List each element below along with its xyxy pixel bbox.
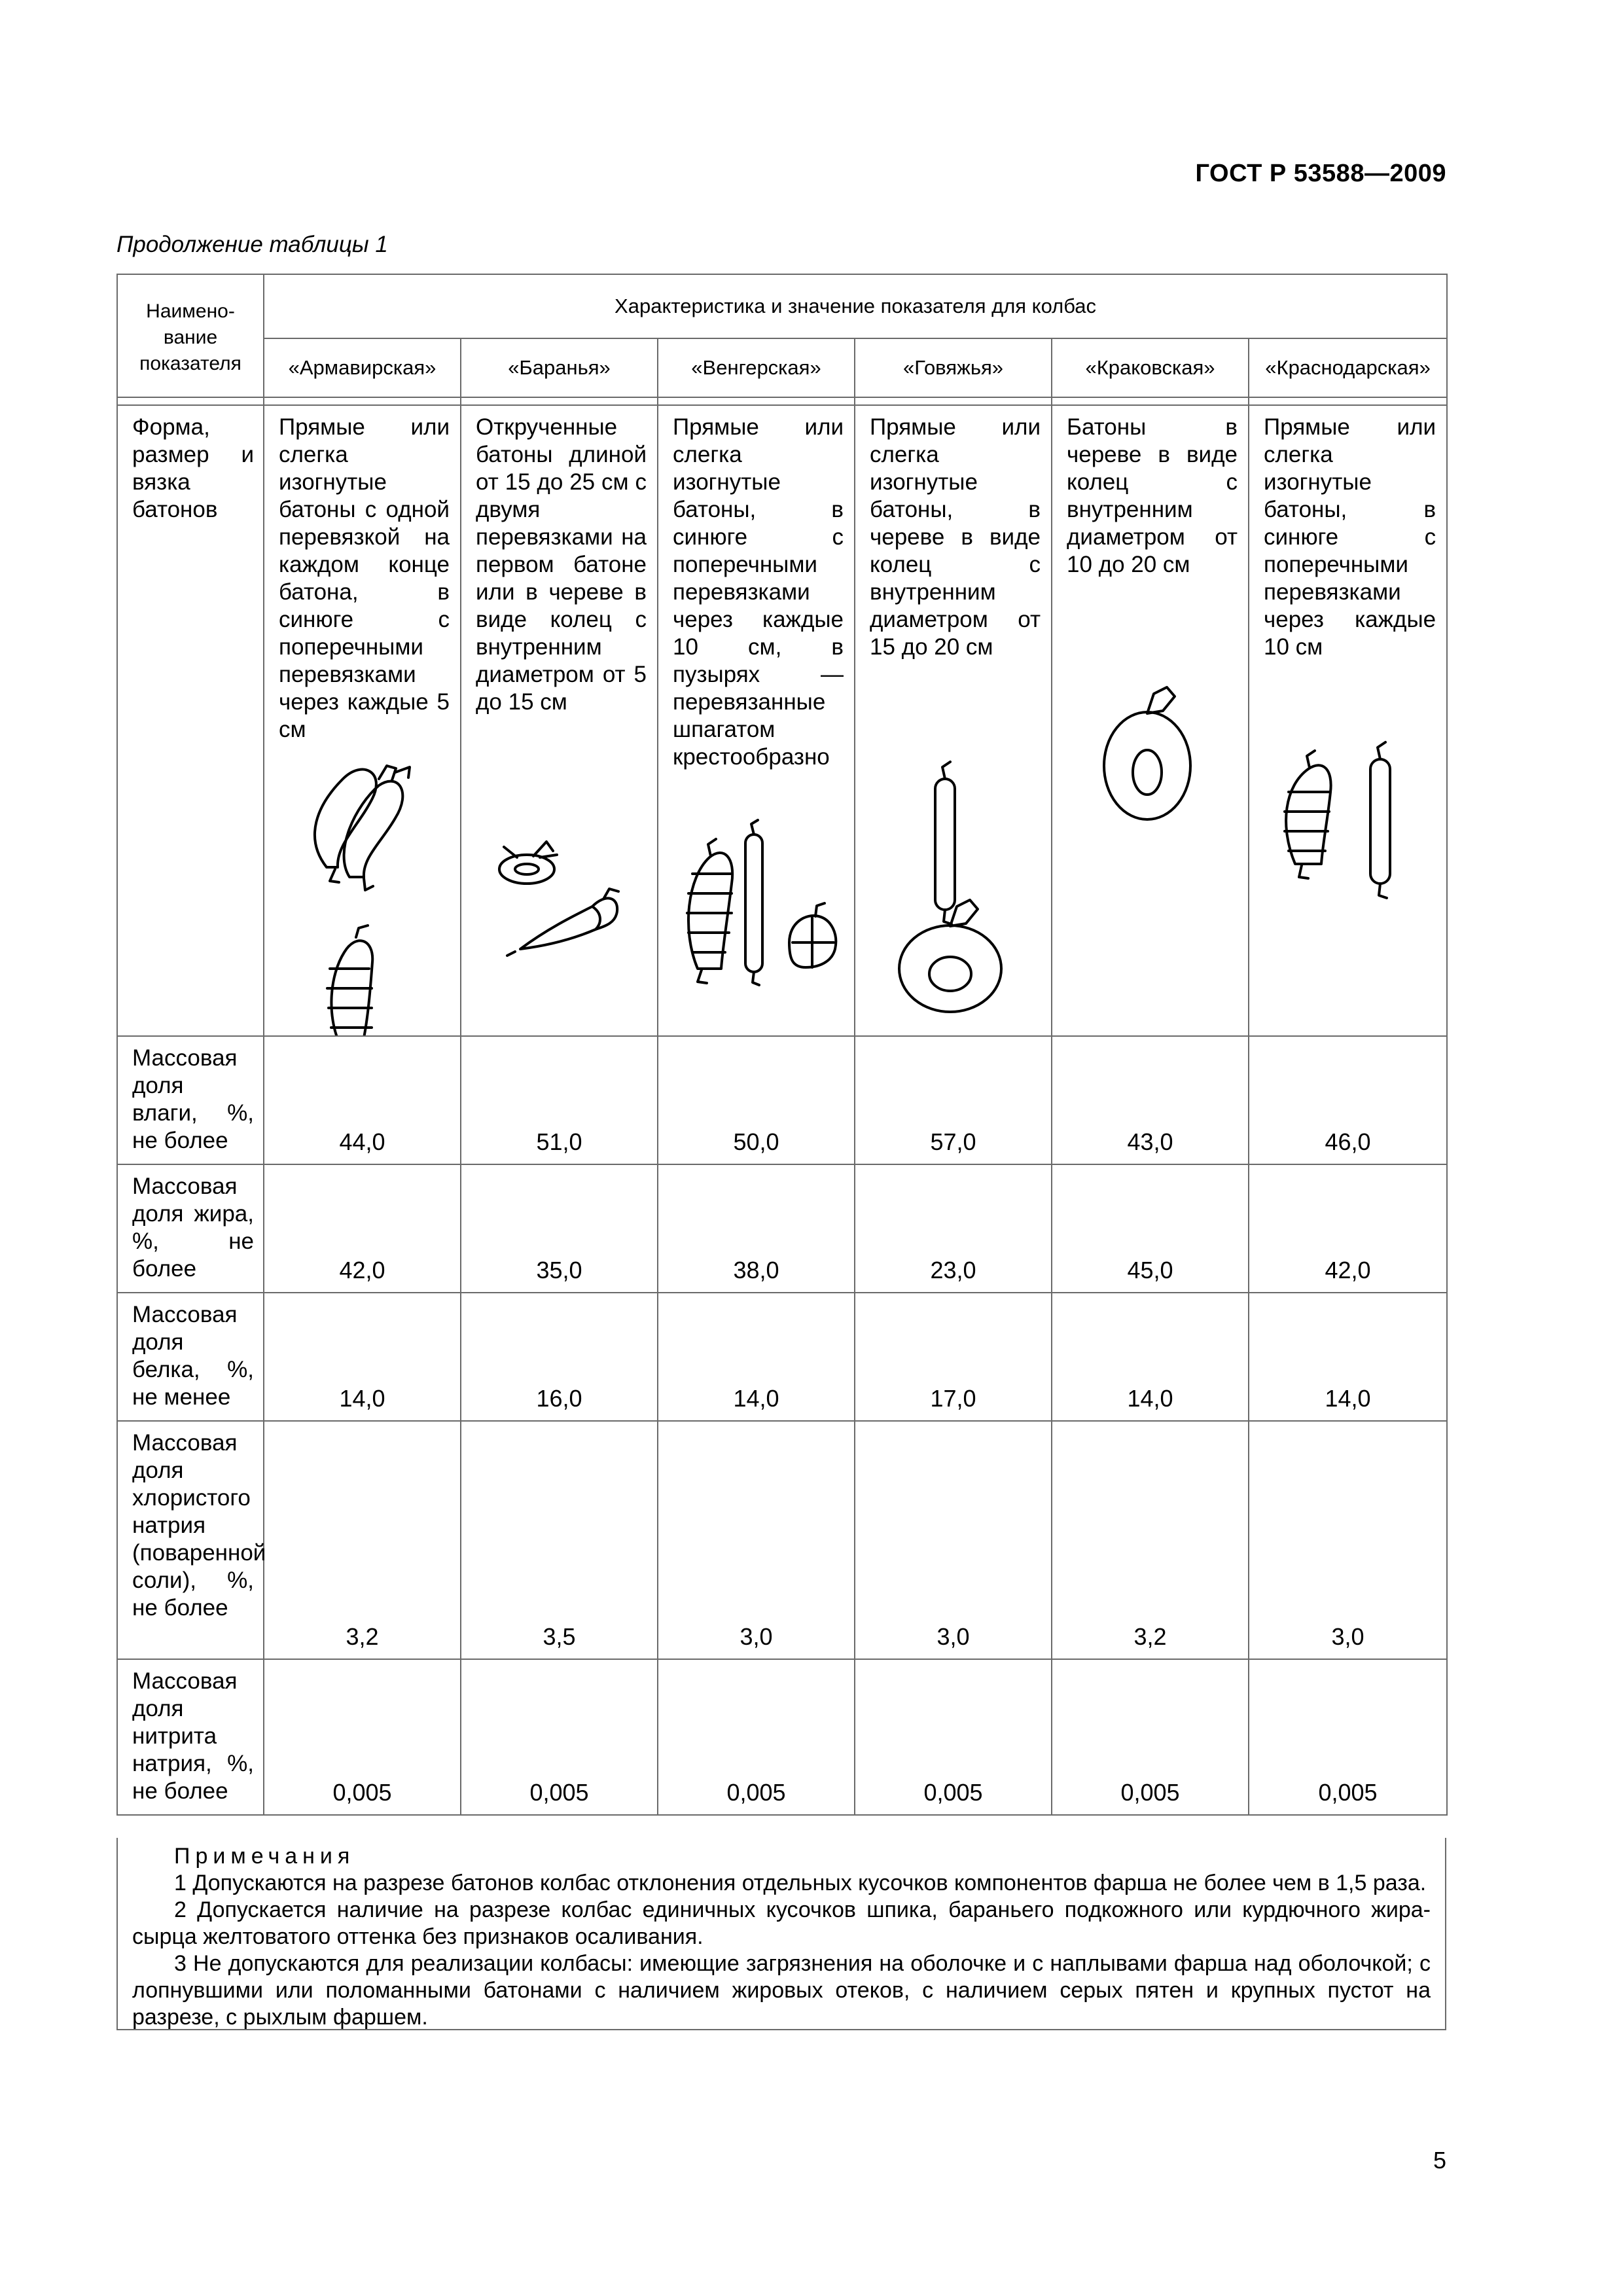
form-cell-armavirskaya (264, 405, 461, 1036)
value-cell: 14,0 (1052, 1293, 1249, 1421)
table-row (117, 1036, 1447, 1164)
sausage-characteristics-table (116, 274, 1448, 1816)
value-cell: 45,0 (1052, 1164, 1249, 1293)
value-cell: 35,0 (461, 1164, 658, 1293)
value-cell: 51,0 (461, 1036, 658, 1164)
form-text-krasnodarskaya: Прямые или слегка изогнутые батоны, в синюге с поперечными перевязками через каждые 10 см (1264, 414, 1436, 660)
sausage-illustration (658, 406, 855, 1035)
table-row (117, 1421, 1447, 1659)
row-label-form: Форма, размер и вязка батонов (117, 405, 264, 1036)
value-cell: 3,0 (1249, 1421, 1447, 1659)
form-text-govyazhya: Прямые или слегка изогнутые батоны, в череве в виде колец с внутренним диаметром от 15 до 20 см (870, 414, 1041, 660)
column-header-krakovskaya: «Краковская» (1052, 338, 1249, 397)
value-cell: 0,005 (658, 1659, 855, 1815)
column-header-krasnodarskaya: «Краснодарская» (1249, 338, 1447, 397)
value-cell: 14,0 (658, 1293, 855, 1421)
row-label: Массовая доля жира, %, не более (117, 1164, 264, 1293)
value-cell: 46,0 (1249, 1036, 1447, 1164)
form-text-krakovskaya: Батоны в череве в виде колец с внутренним диаметром от 10 до 20 см (1067, 414, 1238, 577)
standard-designation: ГОСТ Р 53588—2009 (1195, 160, 1446, 187)
note-item: 1 Допускаются на разрезе батонов колбас отклонения отдельных кусочков компонентов фарша не более чем в 1,5 раза. (174, 1871, 1427, 1895)
sausage-illustration (1249, 406, 1446, 1035)
sausage-illustration (855, 406, 1052, 1035)
value-cell: 3,5 (461, 1421, 658, 1659)
row-label: Массовая доля белка, %, не менее (117, 1293, 264, 1421)
value-cell: 16,0 (461, 1293, 658, 1421)
table-row-form (117, 405, 1447, 1036)
row-label: Массовая доля влаги, %, не более (117, 1036, 264, 1164)
group-column-header: Характеристика и значение показателя для колбас (264, 274, 1447, 338)
notes-title: Примечания (174, 1844, 355, 1869)
form-text-armavirskaya: Прямые или слегка изогнутые батоны с одной перевязкой на каждом конце батона, в синюге с поперечными перевязками через каждые 5 см (279, 414, 450, 742)
row-label: Массовая доля хлористого натрия (поваренной соли), %, не более (117, 1421, 264, 1659)
value-cell: 42,0 (1249, 1164, 1447, 1293)
name-column-header: Наимено- вание показателя (117, 274, 264, 397)
form-text-vengerskaya: Прямые или слегка изогнутые батоны, в синюге с поперечными перевязками через каждые 10 см, в пузырях — перевязанные шпагатом крестообразно (673, 414, 844, 770)
form-cell-vengerskaya (658, 405, 855, 1036)
value-cell: 44,0 (264, 1036, 461, 1164)
value-cell: 0,005 (461, 1659, 658, 1815)
value-cell: 23,0 (855, 1164, 1052, 1293)
table-continuation-caption: Продолжение таблицы 1 (116, 232, 388, 257)
value-cell: 3,2 (1052, 1421, 1249, 1659)
value-cell: 17,0 (855, 1293, 1052, 1421)
value-cell: 43,0 (1052, 1036, 1249, 1164)
value-cell: 38,0 (658, 1164, 855, 1293)
column-header-govyazhya: «Говяжья» (855, 338, 1052, 397)
note-item: 3 Не допускаются для реализации колбасы: имеющие загрязнения на оболочке и с наплывами фарша над оболочкой; с лопнувшими или поломанными батонами с наличием жировых отеков, с наличием серых пятен и крупных пустот на разрезе, с рыхлым фаршем. (132, 1951, 1431, 2030)
table-row (117, 1164, 1447, 1293)
value-cell: 14,0 (264, 1293, 461, 1421)
value-cell: 50,0 (658, 1036, 855, 1164)
table-row (117, 1293, 1447, 1421)
value-cell: 0,005 (1249, 1659, 1447, 1815)
value-cell: 14,0 (1249, 1293, 1447, 1421)
form-cell-krasnodarskaya (1249, 405, 1447, 1036)
page-number: 5 (1433, 2147, 1446, 2174)
note-item: 2 Допускается наличие на разрезе колбас единичных кусочков шпика, бараньего подкожного или курдючного жира-сырца желтоватого оттенка без признаков осаливания. (132, 1897, 1431, 1949)
value-cell: 0,005 (855, 1659, 1052, 1815)
sausage-illustration (1052, 406, 1249, 1035)
sausage-illustration (264, 406, 461, 1035)
value-cell: 42,0 (264, 1164, 461, 1293)
form-text-baranya: Открученные батоны длиной от 15 до 25 см с двумя перевязками на первом батоне или в череве в виде колец с внутренним диаметром от 5 до 15 см (476, 414, 647, 715)
value-cell: 0,005 (264, 1659, 461, 1815)
column-header-baranya: «Баранья» (461, 338, 658, 397)
column-header-vengerskaya: «Венгерская» (658, 338, 855, 397)
table-row (117, 1659, 1447, 1815)
table-notes (116, 1838, 1446, 2030)
row-label: Массовая доля нитрита натрия, %, не более (117, 1659, 264, 1815)
form-cell-krakovskaya (1052, 405, 1249, 1036)
value-cell: 57,0 (855, 1036, 1052, 1164)
value-cell: 3,0 (658, 1421, 855, 1659)
value-cell: 3,0 (855, 1421, 1052, 1659)
form-cell-govyazhya (855, 405, 1052, 1036)
column-header-armavirskaya: «Армавирская» (264, 338, 461, 397)
value-cell: 0,005 (1052, 1659, 1249, 1815)
value-cell: 3,2 (264, 1421, 461, 1659)
form-cell-baranya (461, 405, 658, 1036)
sausage-illustration (461, 406, 658, 1035)
